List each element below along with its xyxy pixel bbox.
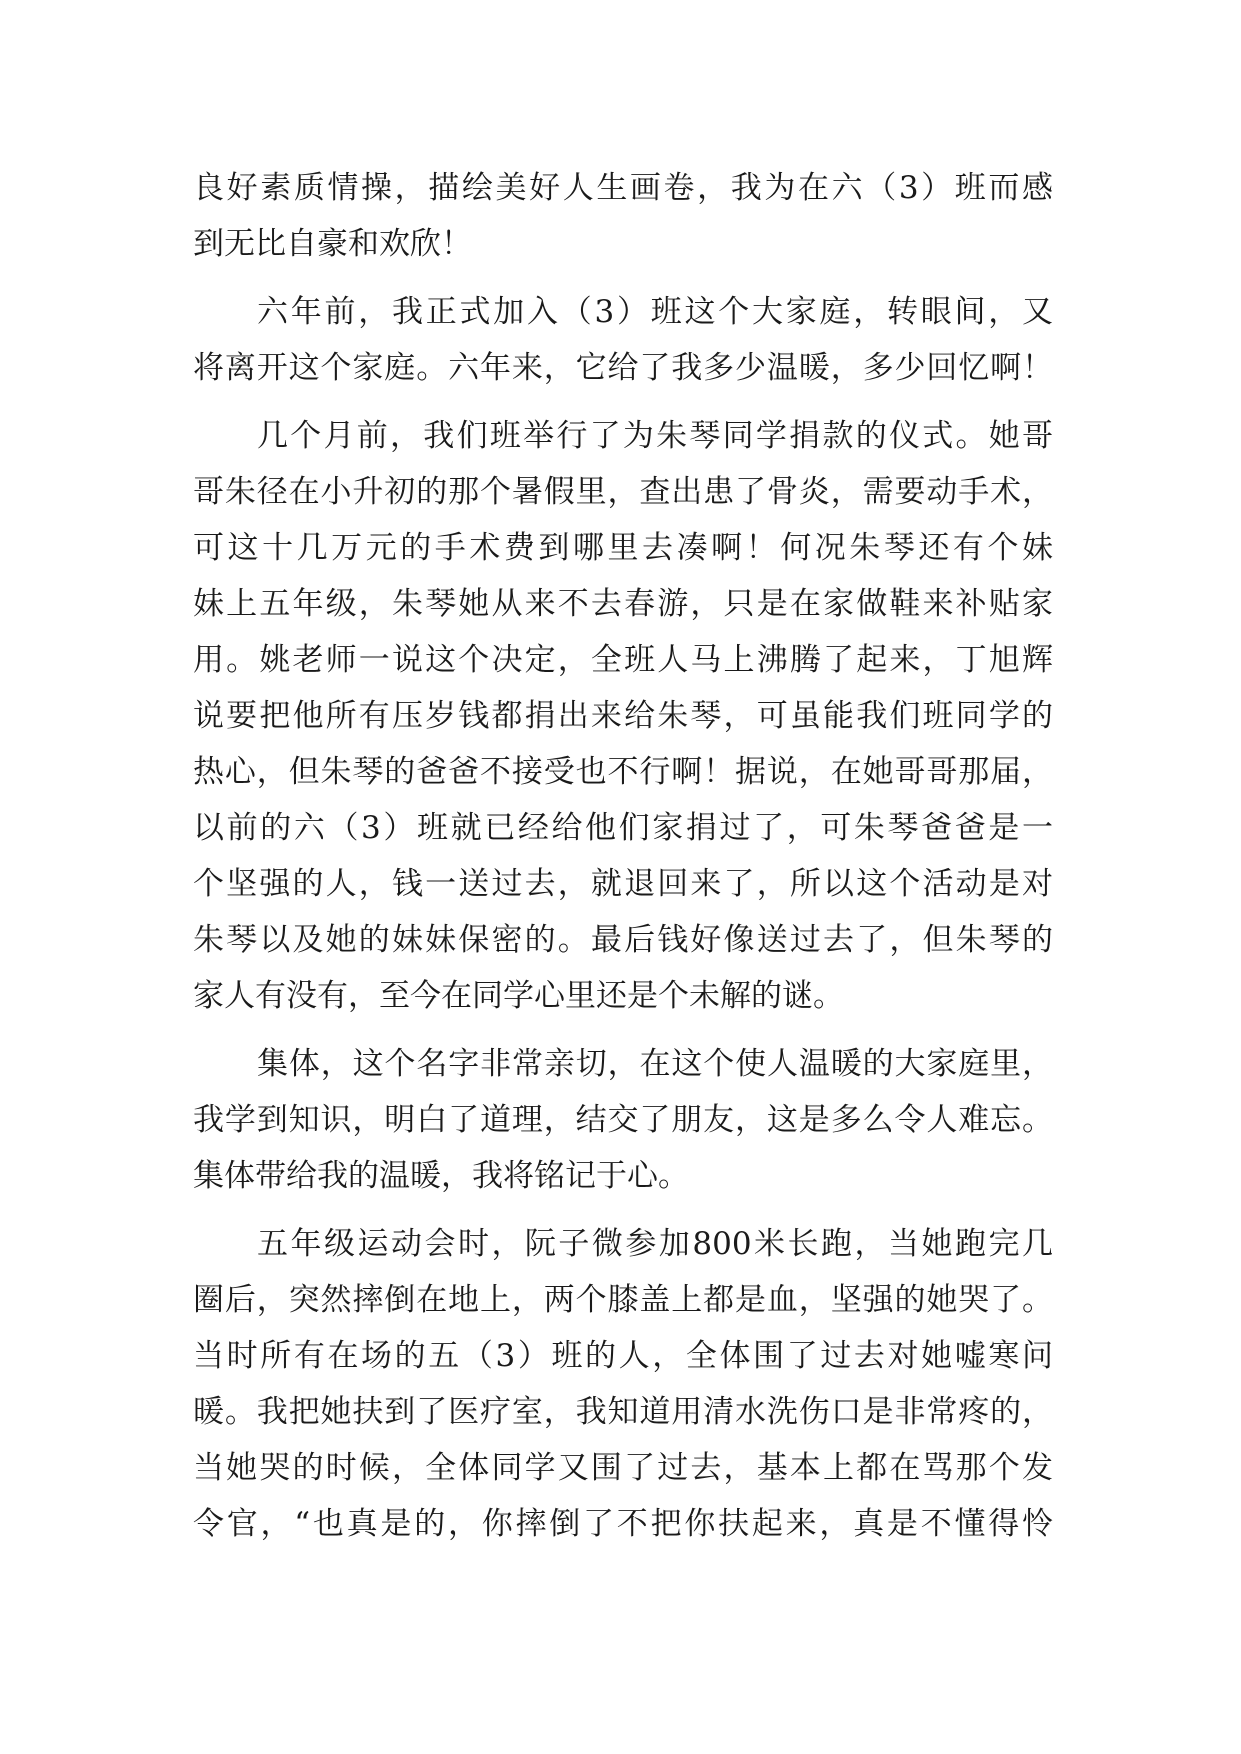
text-line: 哥朱径在小升初的那个暑假里，查出患了骨炎，需要动手术，: [193, 474, 1053, 510]
text-line: 当她哭的时候，全体同学又围了过去，基本上都在骂那个发: [193, 1450, 1053, 1486]
text-line: 以前的六（3）班就已经给他们家捐过了，可朱琴爸爸是一: [193, 810, 1053, 846]
document-body: [193, 160, 1053, 1552]
text-line: 可这十几万元的手术费到哪里去凑啊！何况朱琴还有个妹: [193, 530, 1053, 566]
text-line: 我学到知识，明白了道理，结交了朋友，这是多么令人难忘。: [193, 1102, 1053, 1138]
text-line: 将离开这个家庭。六年来，它给了我多少温暖，多少回忆啊！: [193, 350, 1053, 386]
text-line: 妹上五年级，朱琴她从来不去春游，只是在家做鞋来补贴家: [193, 586, 1053, 622]
text-line: 暖。我把她扶到了医疗室，我知道用清水洗伤口是非常疼的，: [193, 1394, 1053, 1430]
text-line: 说要把他所有压岁钱都捐出来给朱琴，可虽能我们班同学的: [193, 698, 1053, 734]
text-line: 良好素质情操，描绘美好人生画卷，我为在六（3）班而感: [193, 170, 1053, 206]
text-line: 令官，“也真是的，你摔倒了不把你扶起来，真是不懂得怜: [193, 1506, 1053, 1542]
paragraph-first-line: 六年前，我正式加入（3）班这个大家庭，转眼间，又: [257, 294, 1053, 330]
text-line: 圈后，突然摔倒在地上，两个膝盖上都是血，坚强的她哭了。: [193, 1282, 1053, 1318]
paragraph-first-line: 集体，这个名字非常亲切，在这个使人温暖的大家庭里，: [257, 1046, 1053, 1082]
text-line: 朱琴以及她的妹妹保密的。最后钱好像送过去了，但朱琴的: [193, 922, 1053, 958]
text-line: 到无比自豪和欢欣！: [193, 226, 472, 262]
text-line: 个坚强的人，钱一送过去，就退回来了，所以这个活动是对: [193, 866, 1053, 902]
text-line: 当时所有在场的五（3）班的人，全体围了过去对她嘘寒问: [193, 1338, 1053, 1374]
text-line: 用。姚老师一说这个决定，全班人马上沸腾了起来，丁旭辉: [193, 642, 1053, 678]
text-line: 家人有没有，至今在同学心里还是个未解的谜。: [193, 978, 844, 1014]
text-line: 集体带给我的温暖，我将铭记于心。: [193, 1158, 689, 1194]
text-line: 热心，但朱琴的爸爸不接受也不行啊！据说，在她哥哥那届，: [193, 754, 1053, 790]
paragraph-first-line: 几个月前，我们班举行了为朱琴同学捐款的仪式。她哥: [257, 418, 1053, 454]
paragraph-first-line: 五年级运动会时，阮子微参加800米长跑，当她跑完几: [257, 1226, 1053, 1262]
